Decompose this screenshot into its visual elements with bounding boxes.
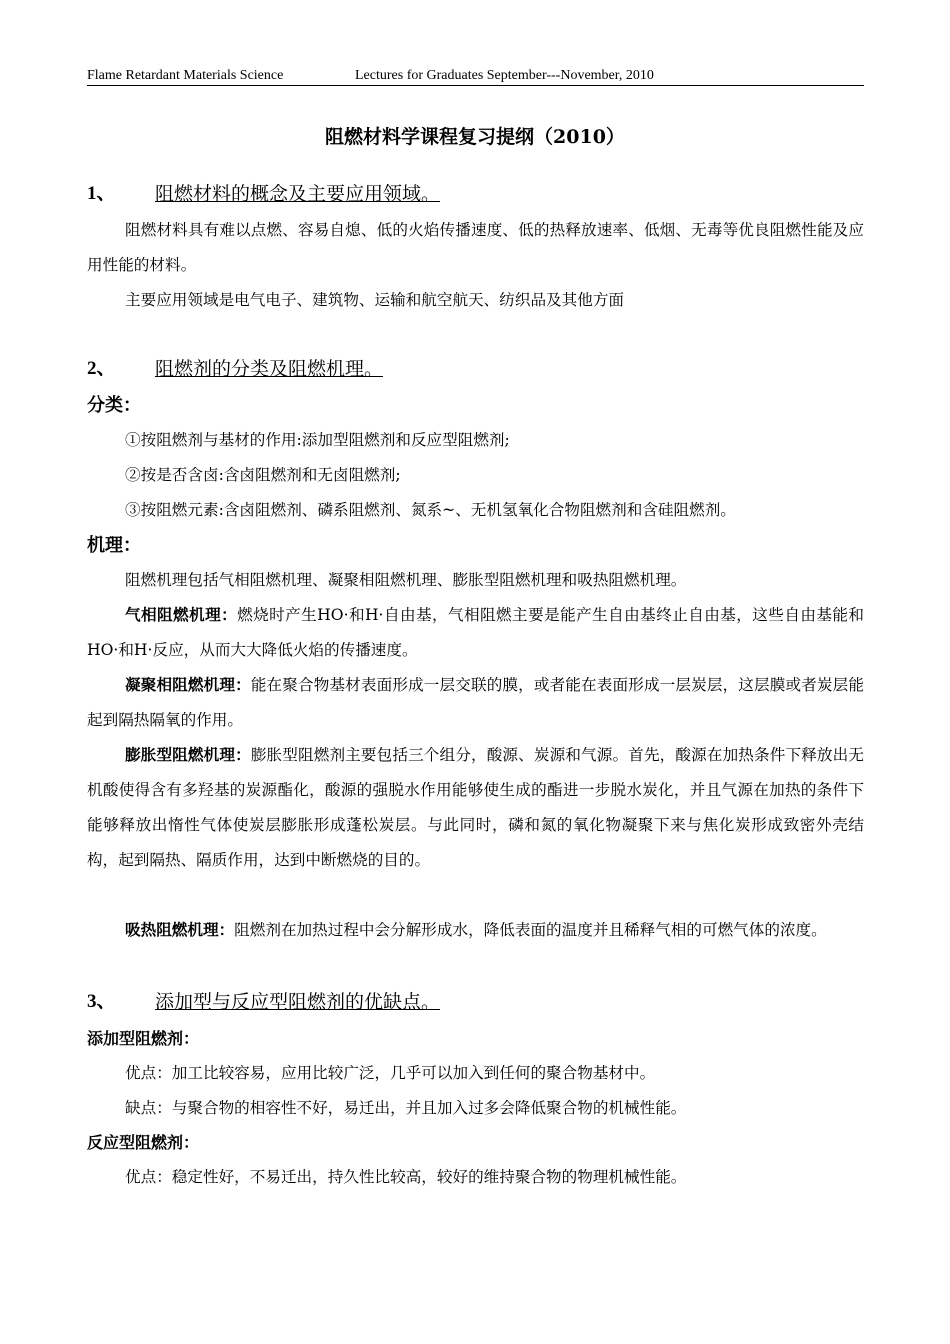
classification-item-3: ③按阻燃元素:含卤阻燃剂、磷系阻燃剂、氮系~、无机氢氧化合物阻燃剂和含硅阻燃剂。	[125, 501, 736, 519]
section-1-definition: 阻燃材料具有难以点燃、容易自熄、低的火焰传播速度、低的热释放速率、低烟、无毒等优良阻燃性能及应用性能的材料。	[87, 221, 864, 274]
gas-phase-mechanism	[87, 598, 864, 668]
page-header	[87, 68, 864, 86]
reactive-heading: 反应型阻燃剂：	[87, 1133, 200, 1152]
section-title: 阻燃剂的分类及阻燃机理。	[155, 358, 384, 380]
reactive-advantages: 优点：稳定性好，不易迁出，持久性比较高，较好的维持聚合物的物理机械性能。	[125, 1168, 687, 1186]
classification-item-2: ②按是否含卤:含卤阻燃剂和无卤阻燃剂;	[125, 466, 401, 484]
section-number: 1、	[87, 183, 116, 204]
mechanism-overview: 阻燃机理包括气相阻燃机理、凝聚相阻燃机理、膨胀型阻燃机理和吸热阻燃机理。	[125, 571, 687, 589]
intumescent-mechanism	[87, 738, 864, 878]
section-number: 2、	[87, 358, 116, 379]
endothermic-mechanism	[87, 913, 864, 948]
mechanism-label: 吸热阻燃机理：	[125, 921, 235, 939]
header-lecture-info: Lectures for Graduates September---November, 2010	[355, 68, 654, 83]
section-title: 阻燃材料的概念及主要应用领域。	[155, 183, 441, 205]
section-1-applications: 主要应用领域是电气电子、建筑物、运输和航空航天、纺织品及其他方面	[125, 291, 625, 309]
condensed-phase-mechanism	[87, 668, 864, 738]
classification-heading: 分类：	[87, 395, 141, 416]
mechanism-heading: 机理：	[87, 535, 141, 556]
additive-heading: 添加型阻燃剂：	[87, 1029, 200, 1048]
section-title: 添加型与反应型阻燃剂的优缺点。	[155, 991, 441, 1013]
mechanism-label: 气相阻燃机理：	[125, 606, 238, 624]
mechanism-text: 能在聚合物基材表面形成一层交联的膜，或者能在表面形成一层炭层，这层膜或者炭层能起到隔热隔氧的作用。	[87, 676, 864, 729]
additive-disadvantages: 缺点：与聚合物的相容性不好，易迁出，并且加入过多会降低聚合物的机械性能。	[125, 1099, 687, 1117]
mechanism-text: 阻燃剂在加热过程中会分解形成水，降低表面的温度并且稀释气相的可燃气体的浓度。	[234, 921, 827, 939]
header-course-name: Flame Retardant Materials Science	[87, 68, 284, 83]
mechanism-text: 膨胀型阻燃剂主要包括三个组分，酸源、炭源和气源。首先，酸源在加热条件下释放出无机酸使得含有多羟基的炭源酯化，酸源的强脱水作用能够使生成的酯进一步脱水炭化，并且气源在加热的条件下能够释放出惰性气体使炭层膨胀形成蓬松炭层。与此同时，磷和氮的氧化物凝聚下来与焦化炭形成致密外壳结构，起到隔热、隔质作用，达到中断燃烧的目的。	[87, 746, 864, 869]
mechanism-label: 膨胀型阻燃机理：	[125, 746, 251, 764]
document-title: 阻燃材料学课程复习提纲（2010）	[325, 126, 625, 148]
additive-advantages: 优点：加工比较容易，应用比较广泛，几乎可以加入到任何的聚合物基材中。	[125, 1064, 656, 1082]
mechanism-text: 燃烧时产生HO·和H·自由基，气相阻燃主要是能产生自由基终止自由基，这些自由基能和HO·和H·反应，从而大大降低火焰的传播速度。	[87, 606, 864, 659]
mechanism-label: 凝聚相阻燃机理：	[125, 676, 251, 694]
classification-item-1: ①按阻燃剂与基材的作用:添加型阻燃剂和反应型阻燃剂;	[125, 431, 510, 449]
section-number: 3、	[87, 991, 116, 1012]
